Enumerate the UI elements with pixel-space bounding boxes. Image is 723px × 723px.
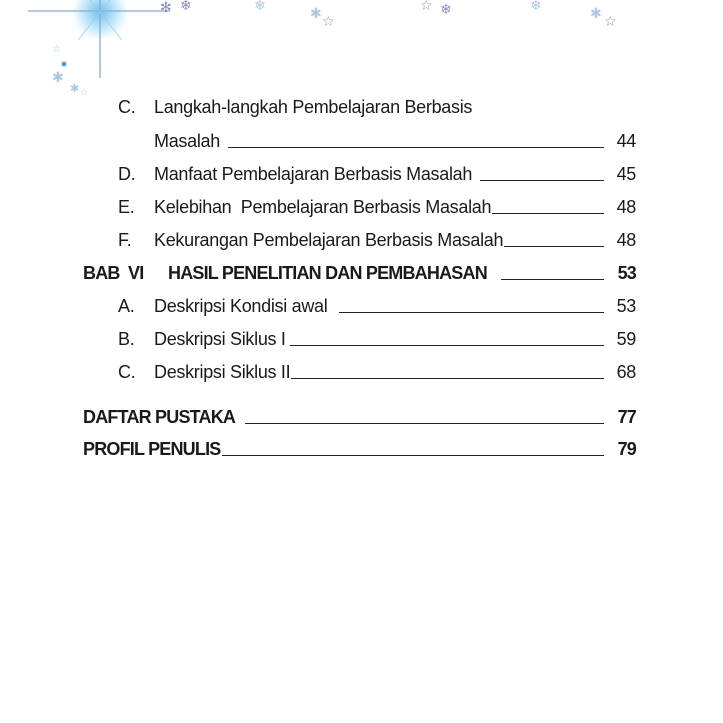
page-number: 53 — [617, 263, 636, 283]
toc-entry[interactable] — [118, 194, 636, 218]
entry-title: Kelebihan Pembelajaran Berbasis Masalah — [154, 197, 492, 217]
svg-text:✱: ✱ — [70, 82, 80, 95]
entry-title: Deskripsi Kondisi awal — [154, 296, 328, 316]
svg-text:☆: ☆ — [420, 0, 433, 14]
dot-leader — [501, 279, 604, 280]
toc-entry-continuation[interactable] — [154, 128, 636, 152]
chapter-title: DAFTAR PUSTAKA — [83, 407, 236, 427]
toc-chapter[interactable] — [83, 260, 636, 284]
svg-text:☆: ☆ — [80, 88, 89, 98]
page-number: 59 — [616, 329, 636, 349]
entry-title: Deskripsi Siklus II — [154, 362, 291, 382]
toc-entry[interactable] — [118, 359, 636, 383]
chapter-number: BAB VI — [83, 263, 144, 283]
svg-text:✱: ✱ — [310, 6, 322, 22]
toc-entry[interactable] — [118, 161, 636, 185]
toc-entry[interactable] — [118, 227, 636, 251]
entry-title: Masalah — [154, 131, 220, 151]
entry-title: Langkah-langkah Pembelajaran Berbasis — [154, 97, 473, 117]
page-number: 44 — [616, 131, 636, 151]
dot-leader — [480, 180, 604, 181]
dot-leader — [291, 378, 604, 379]
svg-text:❄: ❄ — [254, 0, 266, 14]
dot-leader — [290, 345, 604, 346]
svg-text:❄: ❄ — [440, 2, 452, 18]
dot-leader — [492, 213, 604, 214]
svg-text:❄: ❄ — [180, 0, 192, 14]
toc-chapter[interactable] — [83, 436, 636, 460]
entry-letter: E. — [118, 197, 135, 217]
entry-title: Kekurangan Pembelajaran Berbasis Masalah — [154, 230, 504, 250]
toc-chapter[interactable] — [83, 404, 636, 428]
entry-letter: C. — [118, 97, 136, 117]
dot-leader — [222, 455, 605, 456]
page-number: 68 — [616, 362, 636, 382]
page-number: 45 — [616, 164, 636, 184]
svg-text:☆: ☆ — [322, 14, 335, 30]
dot-leader — [504, 246, 604, 247]
entry-letter: D. — [118, 164, 136, 184]
dot-leader — [339, 312, 604, 313]
entry-letter: A. — [118, 296, 135, 316]
snowflake-decoration — [0, 0, 723, 100]
entry-title: Deskripsi Siklus I — [154, 329, 286, 349]
toc-entry[interactable] — [118, 293, 636, 317]
entry-title: Manfaat Pembelajaran Berbasis Masalah — [154, 164, 473, 184]
dot-leader — [245, 423, 604, 424]
toc-entry[interactable] — [118, 94, 636, 118]
entry-letter: C. — [118, 362, 136, 382]
svg-text:✻: ✻ — [160, 0, 172, 16]
page-number: 79 — [617, 439, 636, 459]
svg-text:✱: ✱ — [52, 70, 64, 86]
chapter-title: HASIL PENELITIAN DAN PEMBAHASAN — [168, 263, 487, 283]
page-number: 53 — [616, 296, 636, 316]
page-number: 48 — [616, 230, 636, 250]
toc-entry[interactable] — [118, 326, 636, 350]
svg-text:☆: ☆ — [52, 44, 61, 55]
entry-letter: F. — [118, 230, 132, 250]
svg-text:❄: ❄ — [530, 0, 542, 14]
sparkle-star-icon — [28, 0, 170, 78]
page-number: 48 — [616, 197, 636, 217]
svg-text:✱: ✱ — [590, 6, 602, 22]
svg-text:☆: ☆ — [604, 14, 617, 30]
chapter-title: PROFIL PENULIS — [83, 439, 221, 459]
page-number: 77 — [617, 407, 636, 427]
entry-letter: B. — [118, 329, 135, 349]
dot-leader — [228, 147, 604, 148]
